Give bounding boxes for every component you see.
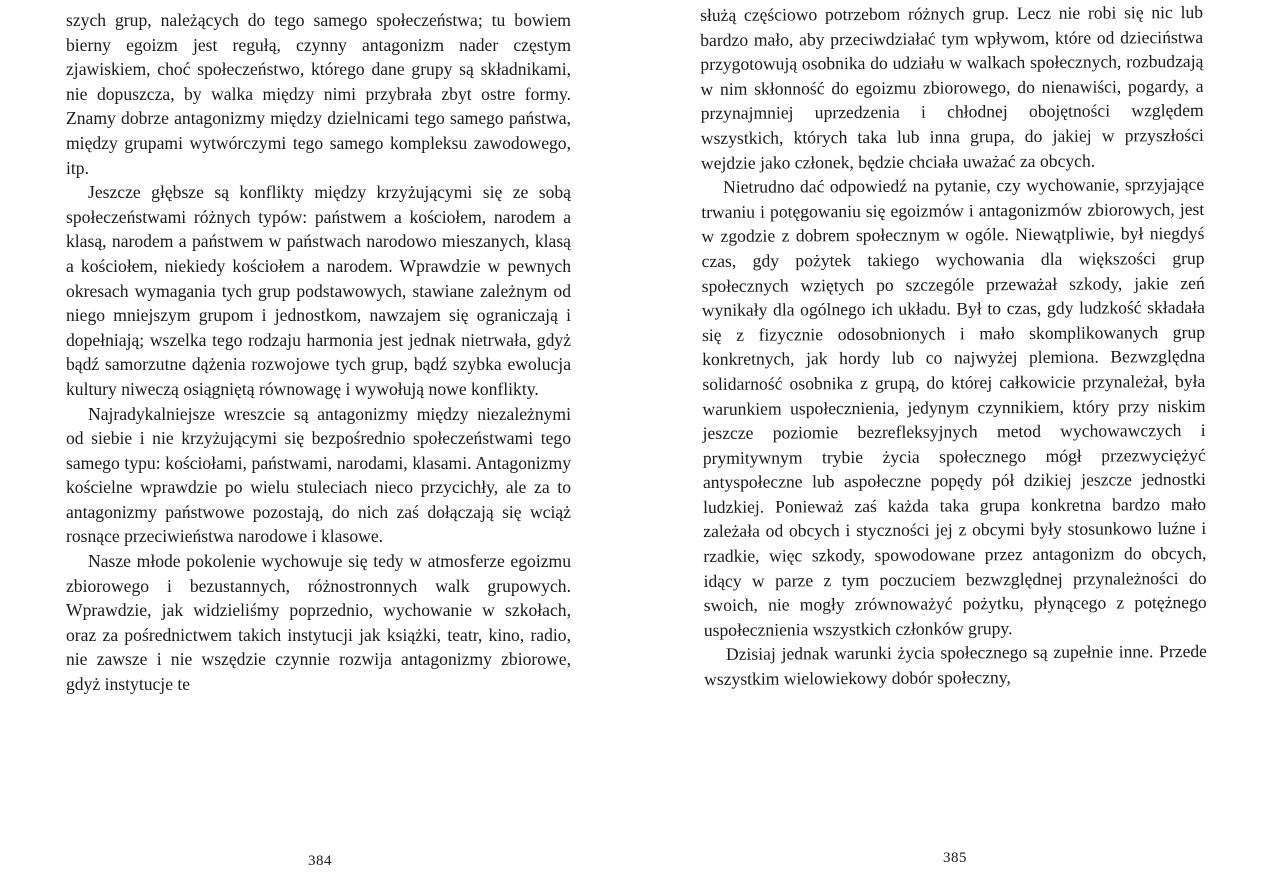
paragraph: Dzisiaj jednak warunki życia społecznego są zupełnie inne. Przede wszystkim wielowiekowy dobór społeczny, [704,641,1208,690]
paragraph: Nietrudno dać odpowiedź na pytanie, czy wychowanie, sprzyjające trwaniu i potęgowaniu się egoizmów i antagonizmów zbiorowych, jest w zgodzie z dobrem społecznym w ogóle. Niewątpliwie, był niegdyś czas, gdy pożytek takiego wychowania dla większości grup społecznych wziętych po szczególe przeważał szkody, jakie zeń wynikały dla ogólnego ich układu. Był to czas, gdy ludzkość składała się z fizycznie odosobnionych i mało skomplikowanych grup konkretnych, jak hordy lub co najwyżej plemiona. Bezwzględna solidarność osobnika z grupą, do której całkowicie przynależał, była warunkiem uspołecznienia, jedynym czynnikiem, który przy niskim jeszcze poziomie bezrefleksyjnych metod wychowawczych i prymitywnym trybie życia społecznego mógł przezwyciężyć antyspołeczne lub aspołeczne popędy pół dzikiej jeszcze jednostki ludzkiej. Ponieważ zaś każda taka grupa konkretna bardzo mało zależała od obcych i styczności jej z obcymi były stosunkowo luźne i rzadkie, więc szkody, spowodowane przez antagonizm do obcych, idący w parze z tym poczuciem bezwzględnej przynależności do swoich, nie mogły zrównoważyć pożytku, płynącego z potężnego uspołecznienia wszystkich członków grupy. [701,174,1207,640]
right-page-text [700,0,1207,692]
paragraph: Jeszcze głębsze są konflikty między krzyżującymi się ze sobą społeczeństwami różnych typów: państwem a kościołem, narodem a klasą, narodem a państwem w państwach narodowo mieszanych, klasą a kościołem, niekiedy kościołem a narodem. Wprawdzie w pewnych okresach wymagania tych grup podstawowych, stawiane zależnym od niego mniejszym grupom i jednostkom, nawzajem się ograniczają i dopełniają; wszelka tego rodzaju harmonia jest jednak nietrwała, gdyż bądź samorzutne dążenia rozwojowe tych grup, bądź szybka ewolucja kultury niweczą osiągniętą równowagę i wywołują nowe konflikty. [66,182,571,399]
left-page [0,0,631,893]
paragraph: szych grup, należących do tego samego społeczeństwa; tu bowiem bierny egoizm jest regułą, czynny antagonizm nader częstym zjawiskiem, choć społeczeństwo, którego dane grupy są składnikami, nie dopuszcza, by walka między nimi przybrała zbyt ostre formy. Znamy dobrze antagonizmy między dzielnicami tego samego państwa, między grupami wytwórczymi tego samego kompleksu zawodowego, itp. [66,10,571,178]
paragraph: Najradykalniejsze wreszcie są antagonizmy między niezależnymi od siebie i nie krzyżującymi się bezpośrednio społeczeństwami tego samego typu: kościołami, państwami, narodami, klasami. Antagonizmy kościelne wprawdzie po wielu stuleciach nieco przycichły, ale za to antagonizmy państwowe pozostają, do nich zaś dołączają się wciąż rosnące przeciwieństwa narodowe i klasowe. [66,403,571,547]
left-page-text [66,8,571,697]
page-number: 385 [943,850,967,866]
page-number: 384 [308,853,332,869]
right-page [631,0,1263,893]
paragraph: służą częściowo potrzebom różnych grup. Lecz nie robi się nic lub bardzo mało, aby przeciwdziałać tym wpływom, które od dzieciństwa przygotowują osobnika do udziału w walkach społecznych, rozbudzają w nim skłonność do egoizmu zbiorowego, do nienawiści, pogardy, a przynajmniej uprzedzenia i chłodnej obojętności względem wszystkich, których taka lub inna grupa, do jakiej w przyszłości wejdzie jako członek, będzie chciała uważać za obcych. [700,1,1204,173]
paragraph: Nasze młode pokolenie wychowuje się tedy w atmosferze egoizmu zbiorowego i bezustannych, różnostronnych walk grupowych. Wprawdzie, jak widzieliśmy poprzednio, wychowanie w szkołach, oraz za pośrednictwem takich instytucji jak książki, teatr, kino, radio, nie zawsze i nie wszędzie czynnie rozwija antagonizmy zbiorowe, gdyż instytucje te [66,551,571,695]
